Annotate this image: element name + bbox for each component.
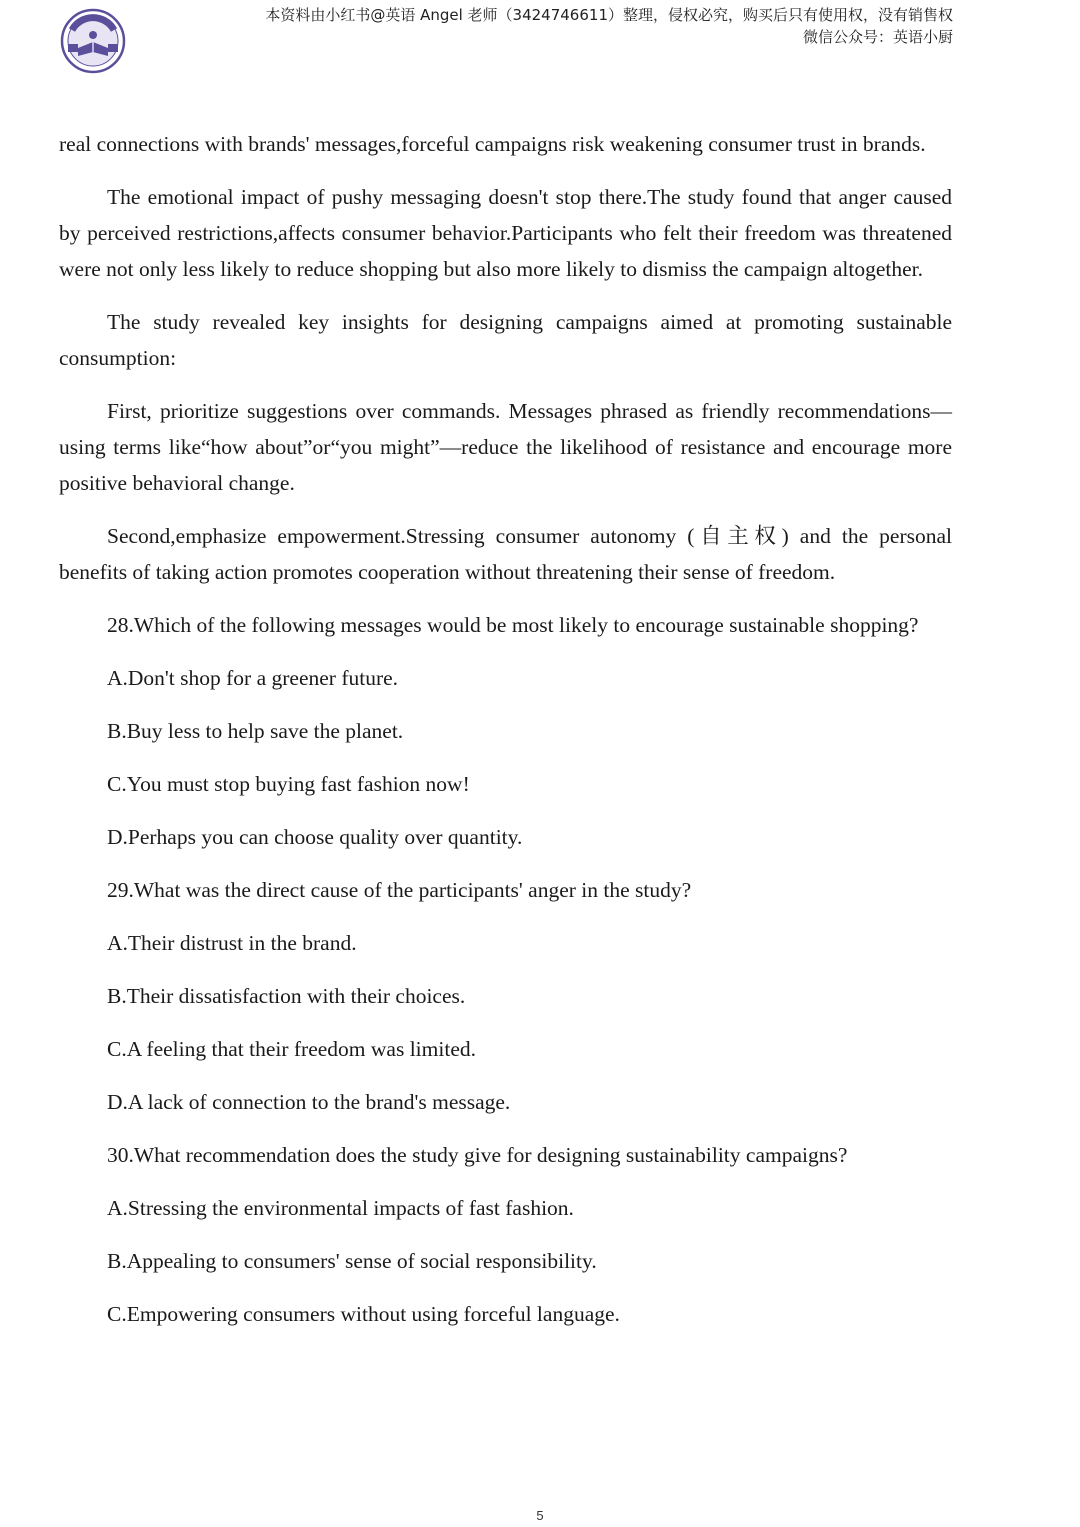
document-body [59, 126, 952, 1349]
question-28-option-c: C.You must stop buying fast fashion now! [107, 772, 470, 796]
question-30-option-b: B.Appealing to consumers' sense of social responsibility. [107, 1249, 597, 1273]
question-29-option-a: A.Their distrust in the brand. [107, 931, 357, 955]
question-29-stem: 29.What was the direct cause of the participants' anger in the study? [107, 878, 692, 902]
question-28-stem: 28.Which of the following messages would be most likely to encourage sustainable shopping? [107, 613, 919, 637]
paragraph: The study revealed key insights for designing campaigns aimed at promoting sustainable consumption: [59, 310, 952, 370]
question-28-option-a: A.Don't shop for a greener future. [107, 666, 399, 690]
question-30-option-c: C.Empowering consumers without using forceful language. [107, 1302, 620, 1326]
question-30-option-a: A.Stressing the environmental impacts of fast fashion. [107, 1196, 574, 1220]
header-copyright [265, 4, 953, 48]
angel-teacher-logo [60, 8, 126, 74]
question-29-option-b: B.Their dissatisfaction with their choices. [107, 984, 466, 1008]
paragraph: First, prioritize suggestions over commands. Messages phrased as friendly recommendations—using terms like“how about”or“you might”—reduce the likelihood of resistance and encourage more positive behavioral change. [59, 399, 952, 495]
question-29-option-d: D.A lack of connection to the brand's message. [107, 1090, 511, 1114]
question-28-option-b: B.Buy less to help save the planet. [107, 719, 404, 743]
paragraph: The emotional impact of pushy messaging doesn't stop there.The study found that anger caused by perceived restrictions,affects consumer behavior.Participants who felt their freedom was threatened were not only less likely to reduce shopping but also more likely to dismiss the campaign altogether. [59, 185, 952, 281]
paragraph: Second,emphasize empowerment.Stressing consumer autonomy (自主权) and the personal benefits of taking action promotes cooperation without threatening their sense of freedom. [59, 524, 952, 584]
question-29-option-c: C.A feeling that their freedom was limited. [107, 1037, 476, 1061]
header-line-1: 本资料由小红书@英语 Angel 老师（3424746611）整理，侵权必究，购买后只有使用权，没有销售权 [265, 6, 953, 24]
page-number: 5 [536, 1508, 544, 1523]
header-line-2: 微信公众号：英语小厨 [802, 28, 953, 46]
question-30-stem: 30.What recommendation does the study give for designing sustainability campaigns? [107, 1143, 848, 1167]
paragraph: real connections with brands' messages,forceful campaigns risk weakening consumer trust in brands. [59, 132, 926, 156]
question-28-option-d: D.Perhaps you can choose quality over quantity. [107, 825, 523, 849]
